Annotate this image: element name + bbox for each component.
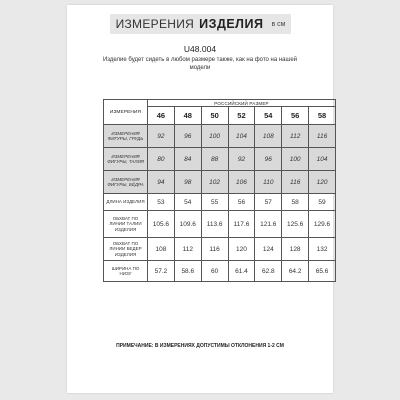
size-header-cell: 56: [282, 107, 309, 125]
value-cell: 110: [255, 171, 282, 194]
value-cell: 58.6: [174, 261, 201, 282]
table-body: [104, 125, 336, 282]
table-row: [104, 194, 336, 211]
value-cell: 109.6: [174, 211, 201, 238]
tolerance-note: ПРИМЕЧАНИЕ: В ИЗМЕРЕНИЯХ ДОПУСТИМЫ ОТКЛОНЕНИЯ 1-2 СМ: [116, 343, 284, 349]
size-header-cell: 58: [309, 107, 336, 125]
row-label: ОБХВАТ ПО ЛИНИИ ТАЛИИ ИЗДЕЛИЯ: [104, 211, 148, 238]
size-header-cell: 50: [201, 107, 228, 125]
value-cell: 96: [255, 148, 282, 171]
value-cell: 92: [228, 148, 255, 171]
value-cell: 116: [282, 171, 309, 194]
value-cell: 100: [282, 148, 309, 171]
header-word-product: ИЗДЕЛИЯ: [199, 17, 264, 31]
size-table: [103, 99, 336, 282]
value-cell: 94: [148, 171, 175, 194]
table-row: [104, 238, 336, 261]
size-header-cell: 54: [255, 107, 282, 125]
russian-size-header: РОССИЙСКИЙ РАЗМЕР: [148, 100, 336, 107]
product-code: U48.004: [183, 44, 217, 54]
value-cell: 104: [228, 125, 255, 148]
value-cell: 106: [228, 171, 255, 194]
value-cell: 100: [201, 125, 228, 148]
value-cell: 112: [174, 238, 201, 261]
value-cell: 54: [174, 194, 201, 211]
value-cell: 88: [201, 148, 228, 171]
value-cell: 108: [255, 125, 282, 148]
value-cell: 108: [148, 238, 175, 261]
corner-header: ИЗМЕРЕНИЯ: [104, 100, 148, 125]
fit-description: Изделие будет сидеть в любом размере также, как на фото на нашей модели: [102, 57, 298, 71]
row-label: ИЗМЕРЕНИЯ ФИГУРЫ, БЁДРА: [104, 171, 148, 194]
header-unit: в см: [271, 20, 286, 28]
value-cell: 59: [309, 194, 336, 211]
value-cell: 129.6: [309, 211, 336, 238]
table-row: [104, 125, 336, 148]
value-cell: 105.6: [148, 211, 175, 238]
value-cell: 62.8: [255, 261, 282, 282]
value-cell: 120: [228, 238, 255, 261]
value-cell: 104: [309, 148, 336, 171]
value-cell: 55: [201, 194, 228, 211]
row-label: ОБХВАТ ПО ЛИНИИ БЕДЕР ИЗДЕЛИЯ: [104, 238, 148, 261]
value-cell: 57: [255, 194, 282, 211]
value-cell: 117.6: [228, 211, 255, 238]
table-row: [104, 148, 336, 171]
value-cell: 124: [255, 238, 282, 261]
value-cell: 58: [282, 194, 309, 211]
value-cell: 61.4: [228, 261, 255, 282]
row-label: ИЗМЕРЕНИЯ ФИГУРЫ, ГРУДЬ: [104, 125, 148, 148]
value-cell: 98: [174, 171, 201, 194]
value-cell: 96: [174, 125, 201, 148]
value-cell: 53: [148, 194, 175, 211]
value-cell: 102: [201, 171, 228, 194]
value-cell: 120: [309, 171, 336, 194]
row-label: ДЛИНА ИЗДЕЛИЯ: [104, 194, 148, 211]
table-row: [104, 261, 336, 282]
value-cell: 80: [148, 148, 175, 171]
value-cell: 128: [282, 238, 309, 261]
size-header-cell: 48: [174, 107, 201, 125]
value-cell: 116: [201, 238, 228, 261]
value-cell: 65.6: [309, 261, 336, 282]
row-label: ИЗМЕРЕНИЯ ФИГУРЫ, ТАЛИЯ: [104, 148, 148, 171]
value-cell: 84: [174, 148, 201, 171]
value-cell: 60: [201, 261, 228, 282]
table-row: [104, 171, 336, 194]
value-cell: 116: [309, 125, 336, 148]
value-cell: 121.6: [255, 211, 282, 238]
size-header-cell: 52: [228, 107, 255, 125]
value-cell: 57.2: [148, 261, 175, 282]
table-row: [104, 211, 336, 238]
value-cell: 92: [148, 125, 175, 148]
value-cell: 112: [282, 125, 309, 148]
value-cell: 113.6: [201, 211, 228, 238]
value-cell: 125.6: [282, 211, 309, 238]
row-label: ШИРИНА ПО НИЗУ: [104, 261, 148, 282]
header-banner: [110, 14, 291, 34]
value-cell: 132: [309, 238, 336, 261]
value-cell: 56: [228, 194, 255, 211]
value-cell: 64.2: [282, 261, 309, 282]
header-word-measurements: ИЗМЕРЕНИЯ: [115, 17, 195, 31]
size-header-cell: 46: [148, 107, 175, 125]
size-chart-sheet: [67, 5, 333, 393]
